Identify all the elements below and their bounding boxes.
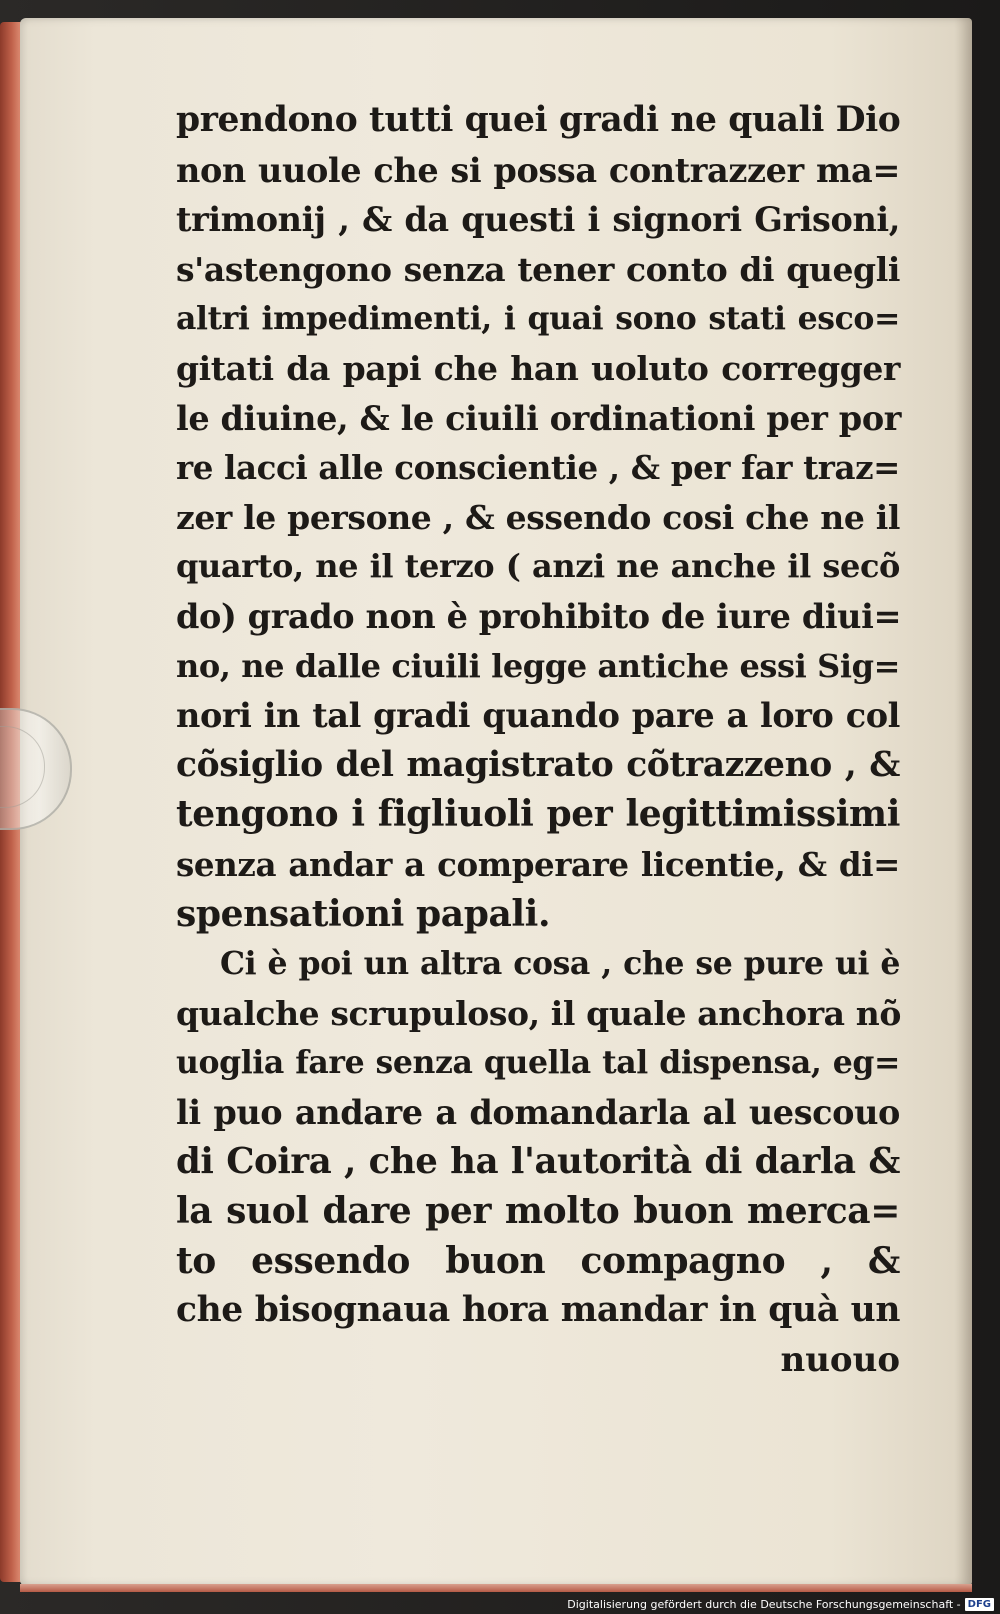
text-line: qualche scrupuloso, il quale anchora nõ — [176, 993, 901, 1033]
text-line: uoglia fare senza quella tal dispensa, eg= — [176, 1044, 900, 1082]
text-line: s'astengono senza tener conto di quegli — [176, 249, 900, 289]
text-line: prendono tutti quei gradi ne quali Dio — [176, 100, 901, 140]
text-line: to essendo buon compagno , & — [176, 1239, 900, 1282]
text-line: non uuole che si possa contrazzer ma= — [176, 150, 900, 190]
text-line: li puo andare a domandarla al uescouo — [176, 1092, 900, 1132]
text-line: no, ne dalle ciuili legge antiche essi Sig= — [176, 646, 900, 685]
text-line: di Coira , che ha l'autorità di darla & — [176, 1141, 900, 1183]
text-line: la suol dare per molto buon merca= — [176, 1190, 900, 1233]
credit-text: Digitalisierung gefördert durch die Deutsche Forschungsgemeinschaft - — [567, 1597, 961, 1611]
text-line: che bisognaua hora mandar in quà un — [176, 1290, 900, 1331]
text-line: gitati da papi che han uoluto corregger — [176, 348, 900, 388]
text-line: cõsiglio del magistrato cõtrazzeno , & — [176, 744, 900, 785]
text-line: spensationi papali. — [176, 892, 551, 935]
text-line: zer le persone , & essendo cosi che ne il — [176, 497, 900, 537]
text-line: le diuine, & le ciuili ordinationi per por — [176, 398, 902, 438]
text-line: nori in tal gradi quando pare a loro col — [176, 696, 900, 736]
book-bottom-edge — [20, 1584, 972, 1592]
digitization-credit — [567, 1596, 994, 1612]
catchword: nuouo — [780, 1340, 900, 1380]
text-line: tengono i figliuoli per legittimissimi — [176, 793, 900, 836]
text-line: re lacci alle conscientie , & per far traz= — [176, 448, 900, 488]
text-line: do) grado non è prohibito de iure diui= — [176, 596, 902, 636]
dfg-logo: DFG — [965, 1598, 994, 1611]
text-line: senza andar a comperare licentie, & di= — [176, 844, 900, 884]
text-line: altri impedimenti, i quai sono stati esco= — [176, 300, 900, 338]
text-line: quarto, ne il terzo ( anzi ne anche il secõ — [176, 547, 900, 586]
page-text — [176, 96, 900, 1336]
text-line: trimonij , & da questi i signori Grisoni, — [176, 200, 900, 240]
page-gutter-shadow — [954, 18, 972, 1586]
paragraph-first-line: Ci è poi un altra cosa , che se pure ui è — [220, 945, 900, 983]
